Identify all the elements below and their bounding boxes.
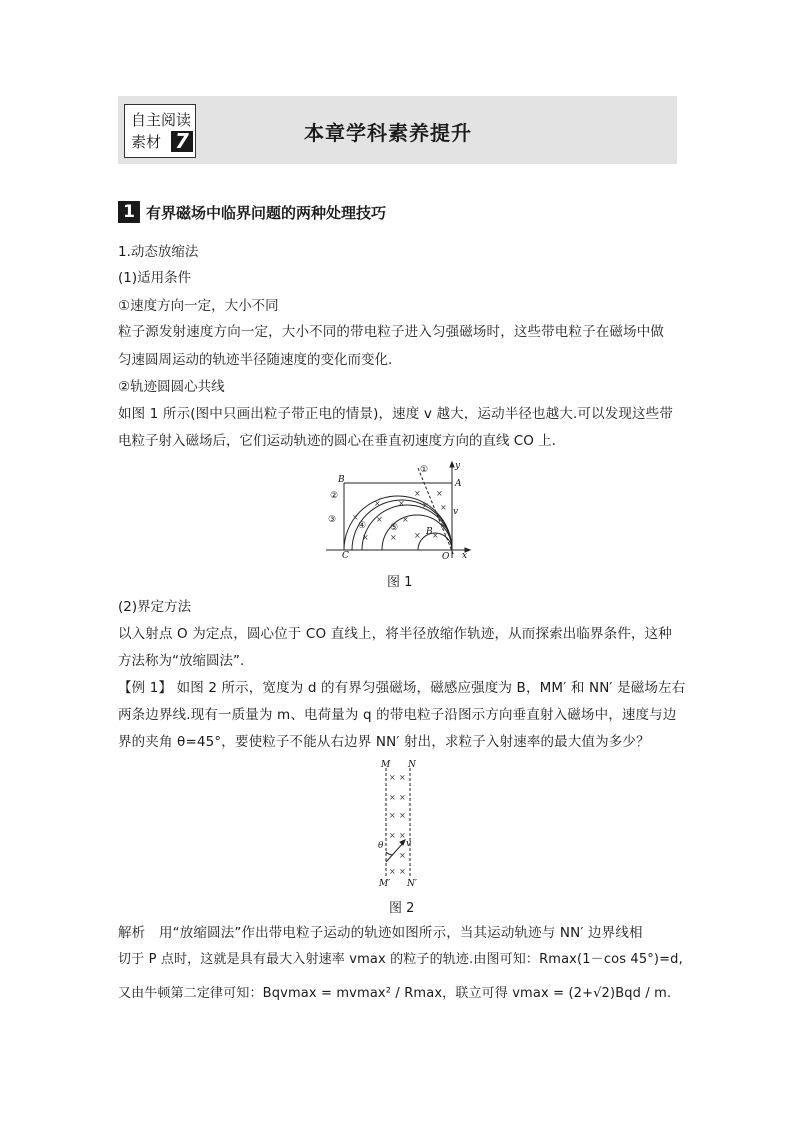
badge-number: 7: [171, 131, 193, 152]
velocity-arrowhead: [400, 840, 405, 845]
body-line: (2)界定方法: [118, 599, 192, 615]
label-M-prime: M′: [379, 879, 391, 888]
svg-text:×: ×: [402, 515, 409, 524]
solution-line: 切于 P 点时，这就是具有最大入射速率 vmax 的粒子的轨迹.由图可知：Rmax(1－cos 45°)=d,: [118, 952, 683, 967]
svg-text:×: ×: [432, 531, 439, 540]
label-v2: v: [406, 839, 412, 849]
dashed-line: [418, 468, 454, 556]
svg-text:×: ×: [374, 499, 381, 508]
body-line: 以入射点 O 为定点，圆心位于 CO 直线上，将半径放缩作轨迹，从而探索出临界条件，这种: [118, 626, 672, 642]
figure-1-caption: 图 1: [387, 575, 413, 590]
example-line: 【例 1】 如图 2 所示，宽度为 d 的有界匀强磁场，磁感应强度为 B，MM′ 和 NN′ 是磁场左右: [118, 680, 686, 696]
label-circle-5: ⑤: [390, 523, 399, 533]
svg-text:×: ×: [414, 489, 421, 498]
label-v: v: [453, 507, 459, 517]
svg-text:×: ×: [422, 501, 429, 510]
body-line: ②轨迹圆圆心共线: [118, 379, 225, 395]
svg-text:×: ×: [399, 851, 406, 860]
body-line: 粒子源发射速度方向一定，大小不同的带电粒子进入匀强磁场时，这些带电粒子在磁场中做: [118, 324, 664, 340]
svg-text:×: ×: [389, 811, 396, 820]
svg-text:×: ×: [389, 867, 396, 876]
svg-text:×: ×: [352, 513, 359, 522]
body-line: 如图 1 所示(图中只画出粒子带正电的情景)，速度 v 越大，运动半径也越大.可以发现这些带: [118, 406, 673, 422]
label-circle-3: ③: [328, 515, 337, 525]
section-title: 有界磁场中临界问题的两种处理技巧: [146, 204, 387, 222]
solution-line: 解析 用“放缩圆法”作出带电粒子运动的轨迹如图所示，当其运动轨迹与 NN′ 边界线相: [118, 925, 643, 941]
body-line: 方法称为“放缩圆法”.: [118, 653, 245, 669]
svg-text:×: ×: [399, 867, 406, 876]
figure-1-diagram: [322, 458, 472, 563]
svg-text:×: ×: [362, 533, 369, 542]
angle-arc: [386, 852, 393, 855]
svg-text:×: ×: [399, 773, 406, 782]
label-B-mid: B: [426, 527, 433, 537]
svg-text:×: ×: [440, 503, 447, 512]
label-y: y: [455, 461, 461, 471]
body-line: 电粒子射入磁场后，它们运动轨迹的圆心在垂直初速度方向的直线 CO 上.: [118, 433, 556, 449]
solution-line: 又由牛顿第二定律可知：Bqvmax = mvmax² / Rmax，联立可得 vmax = (2+√2)Bqd / m.: [118, 986, 672, 1001]
chapter-title: 本章学科素养提升: [304, 121, 472, 145]
label-O: O: [442, 552, 450, 562]
svg-text:×: ×: [389, 831, 396, 840]
chapter-banner: [118, 96, 677, 164]
badge-line2: 素材: [131, 133, 162, 151]
y-arrow: [450, 462, 454, 467]
svg-text:×: ×: [398, 499, 405, 508]
label-circle-2: ②: [330, 491, 339, 501]
label-A: A: [455, 479, 462, 489]
body-line: (1)适用条件: [118, 270, 192, 286]
figure-2-caption: 图 2: [389, 901, 415, 916]
svg-text:×: ×: [389, 793, 396, 802]
svg-text:×: ×: [376, 515, 383, 524]
body-line: 匀速圆周运动的轨迹半径随速度的变化而变化.: [118, 352, 393, 368]
label-N: N: [408, 760, 416, 770]
label-x: x: [462, 551, 468, 561]
label-M: M: [381, 760, 391, 770]
svg-text:×: ×: [399, 831, 406, 840]
label-C: C: [342, 551, 349, 561]
label-circle-1: ①: [420, 465, 429, 475]
badge-line1: 自主阅读: [131, 111, 192, 129]
example-line: 界的夹角 θ=45°，要使粒子不能从右边界 NN′ 射出，求粒子入射速率的最大值为多少？: [118, 734, 650, 750]
body-line: 1.动态放缩法: [118, 244, 199, 260]
label-circle-4: ④: [358, 521, 367, 531]
svg-text:×: ×: [399, 793, 406, 802]
svg-text:×: ×: [414, 531, 421, 540]
svg-text:×: ×: [390, 533, 397, 542]
figure-2-diagram: [372, 758, 432, 888]
trajectory-3: [362, 505, 452, 550]
body-line: ①速度方向一定，大小不同: [118, 298, 279, 314]
label-theta: θ: [378, 841, 384, 851]
svg-text:×: ×: [436, 489, 443, 498]
svg-text:×: ×: [440, 521, 447, 530]
reading-badge: [124, 104, 196, 158]
example-line: 两条边界线.现有一质量为 m、电荷量为 q 的带电粒子沿图示方向垂直射入磁场中，速度与边: [118, 707, 677, 723]
label-N-prime: N′: [407, 879, 417, 888]
section-number: 1: [118, 201, 140, 223]
svg-text:×: ×: [399, 811, 406, 820]
label-B-top: B: [338, 475, 345, 485]
svg-text:×: ×: [389, 773, 396, 782]
